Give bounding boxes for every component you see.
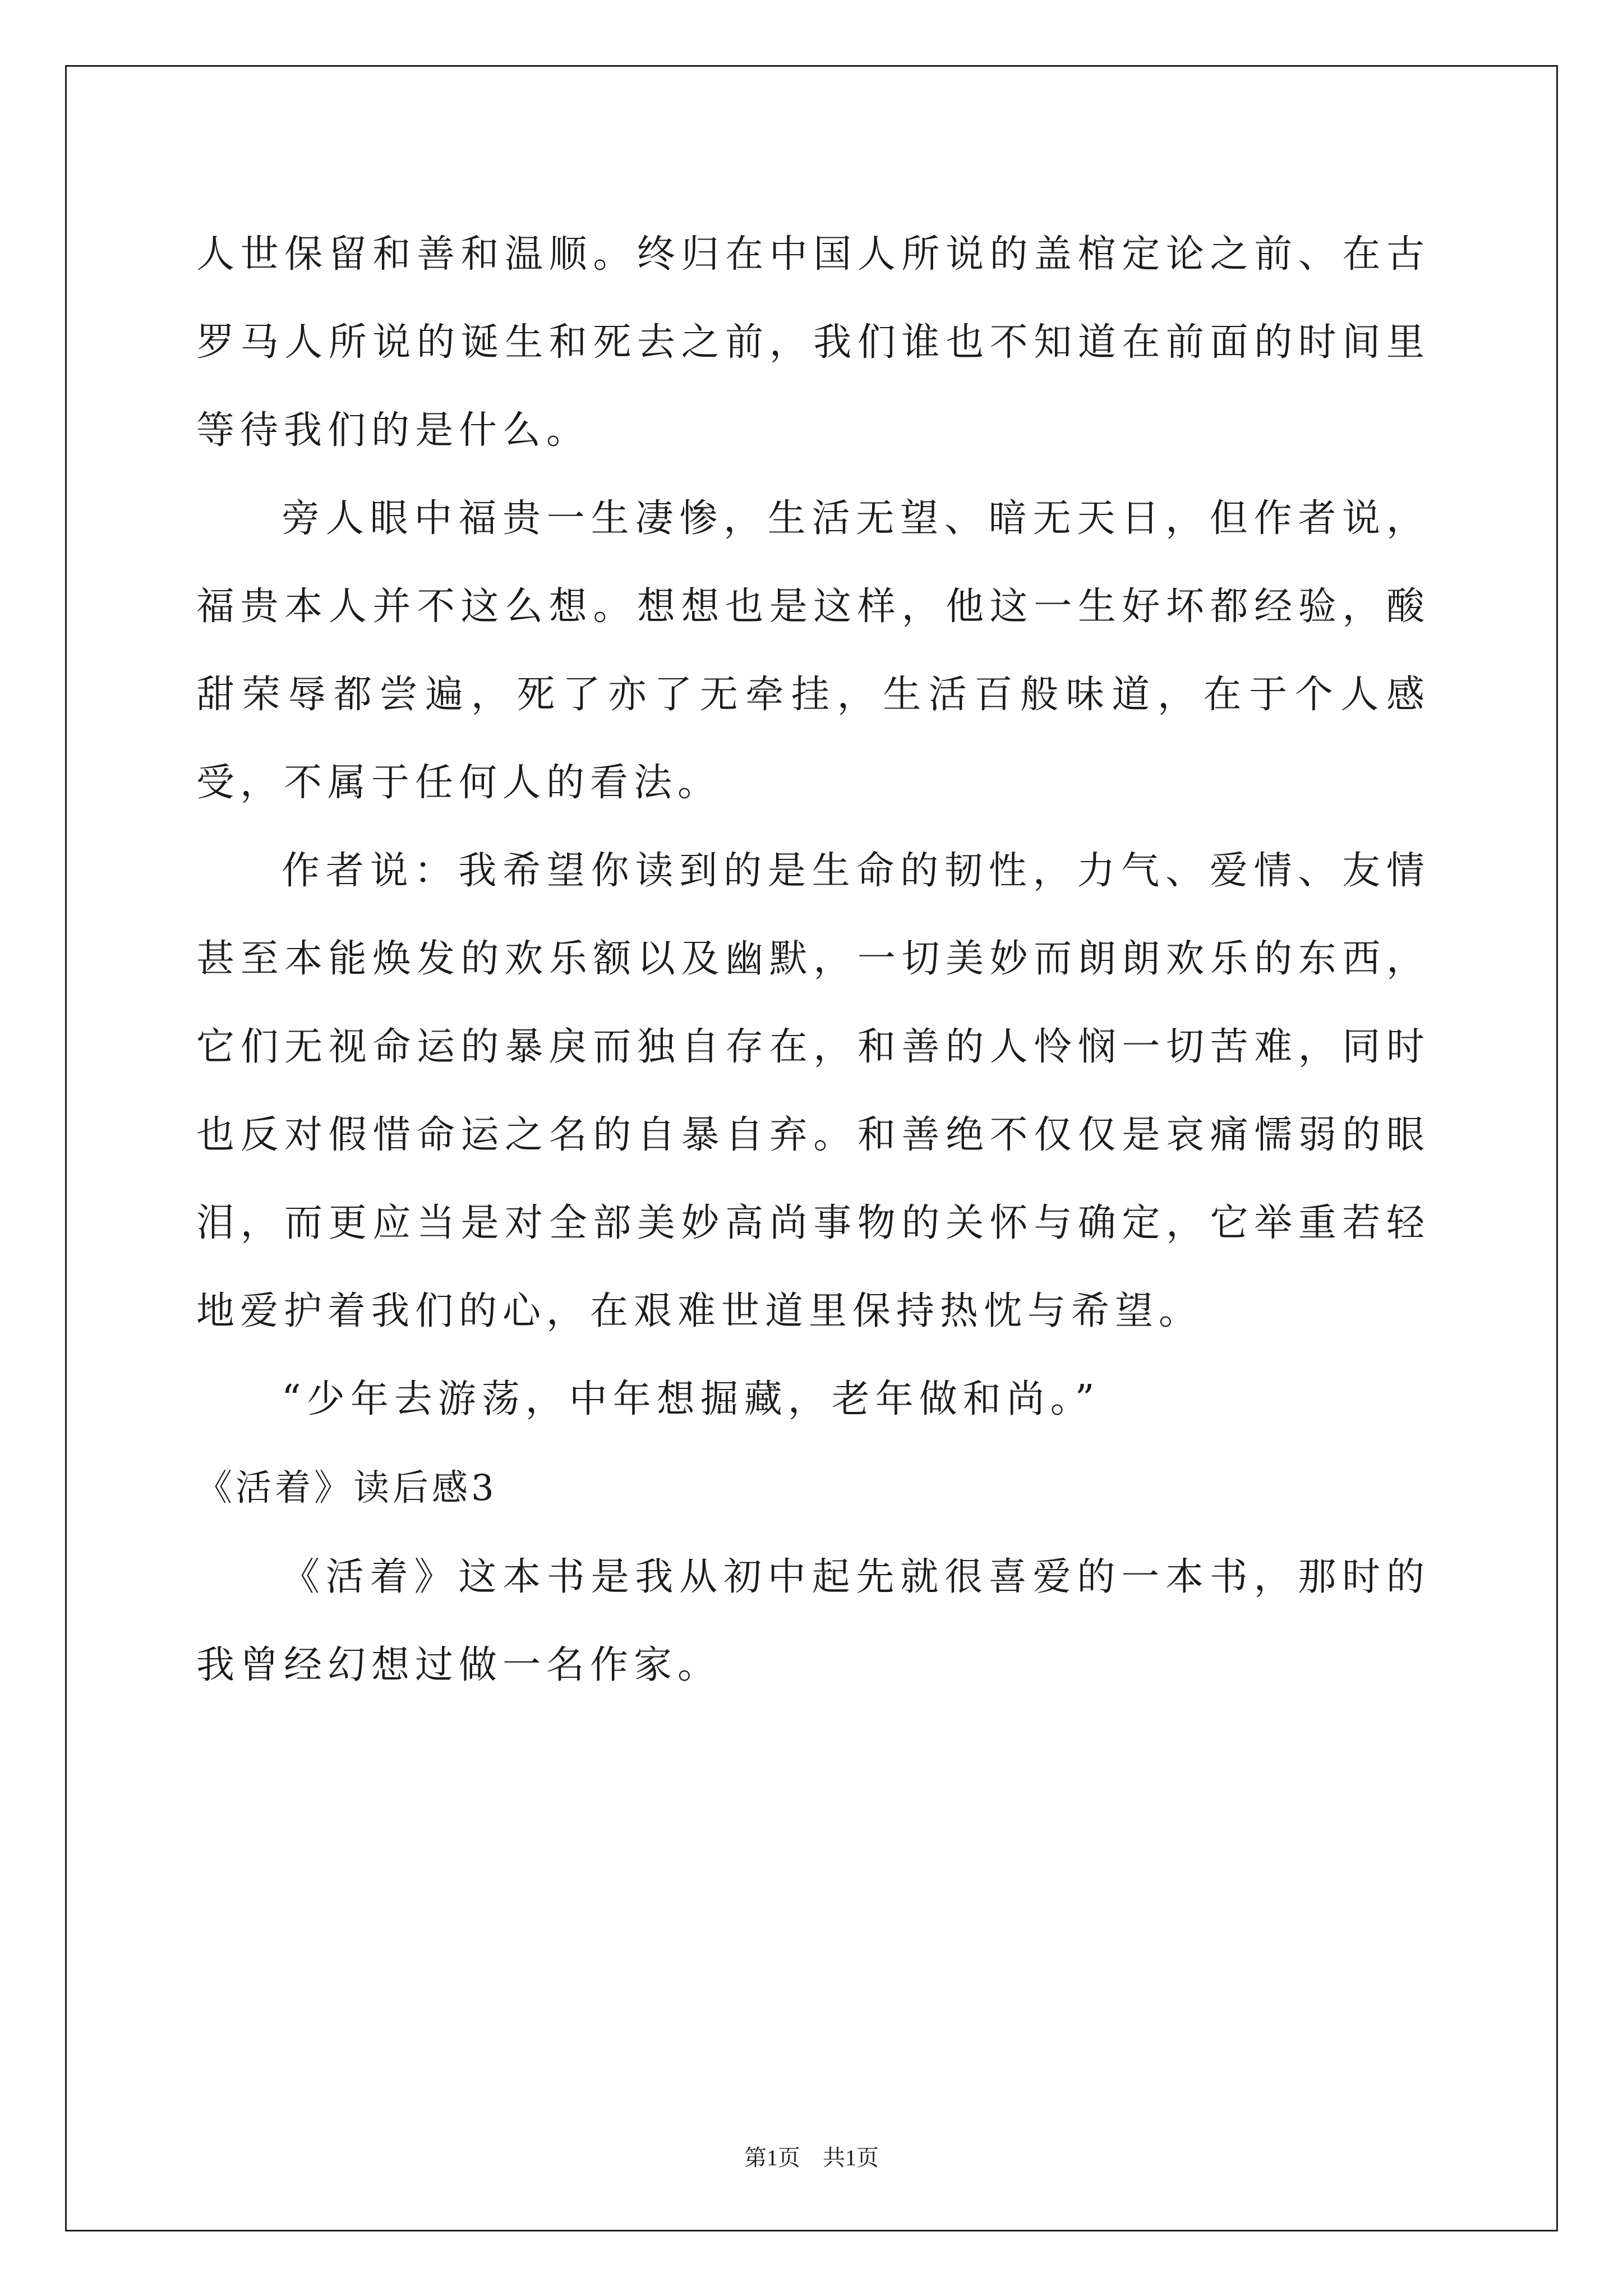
paragraph-2: 旁人眼中福贵一生凄惨，生活无望、暗无天日，但作者说，福贵本人并不这么想。想想也是这样，他这一生好坏都经验，酸甜荣辱都尝遍，死了亦了无牵挂，生活百般味道，在于个人感受，不属于任何人的看法。 xyxy=(196,496,1430,805)
paragraph-1: 人世保留和善和温顺。终归在中国人所说的盖棺定论之前、在古罗马人所说的诞生和死去之前，我们谁也不知道在前面的时间里等待我们的是什么。 xyxy=(196,232,1430,453)
paragraph-3: 作者说：我希望你读到的是生命的韧性，力气、爱情、友情甚至本能焕发的欢乐额以及幽默，一切美妙而朗朗欢乐的东西，它们无视命运的暴戾而独自存在，和善的人怜悯一切苦难，同时也反对假惜命运之名的自暴自弃。和善绝不仅仅是哀痛懦弱的眼泪，而更应当是对全部美妙高尚事物的关怀与确定，它举重若轻地爱护着我们的心，在艰难世道里保持热忱与希望。 xyxy=(196,849,1430,1333)
page-footer: 第1页 共1页 xyxy=(744,2145,879,2170)
quote-paragraph: “少年去游荡，中年想掘藏，老年做和尚。” xyxy=(282,1377,1100,1421)
document-body xyxy=(196,210,1430,1709)
section-heading: 《活着》读后感3 xyxy=(196,1467,497,1509)
paragraph-5: 《活着》这本书是我从初中起先就很喜爱的一本书，那时的我曾经幻想过做一名作家。 xyxy=(196,1555,1430,1687)
